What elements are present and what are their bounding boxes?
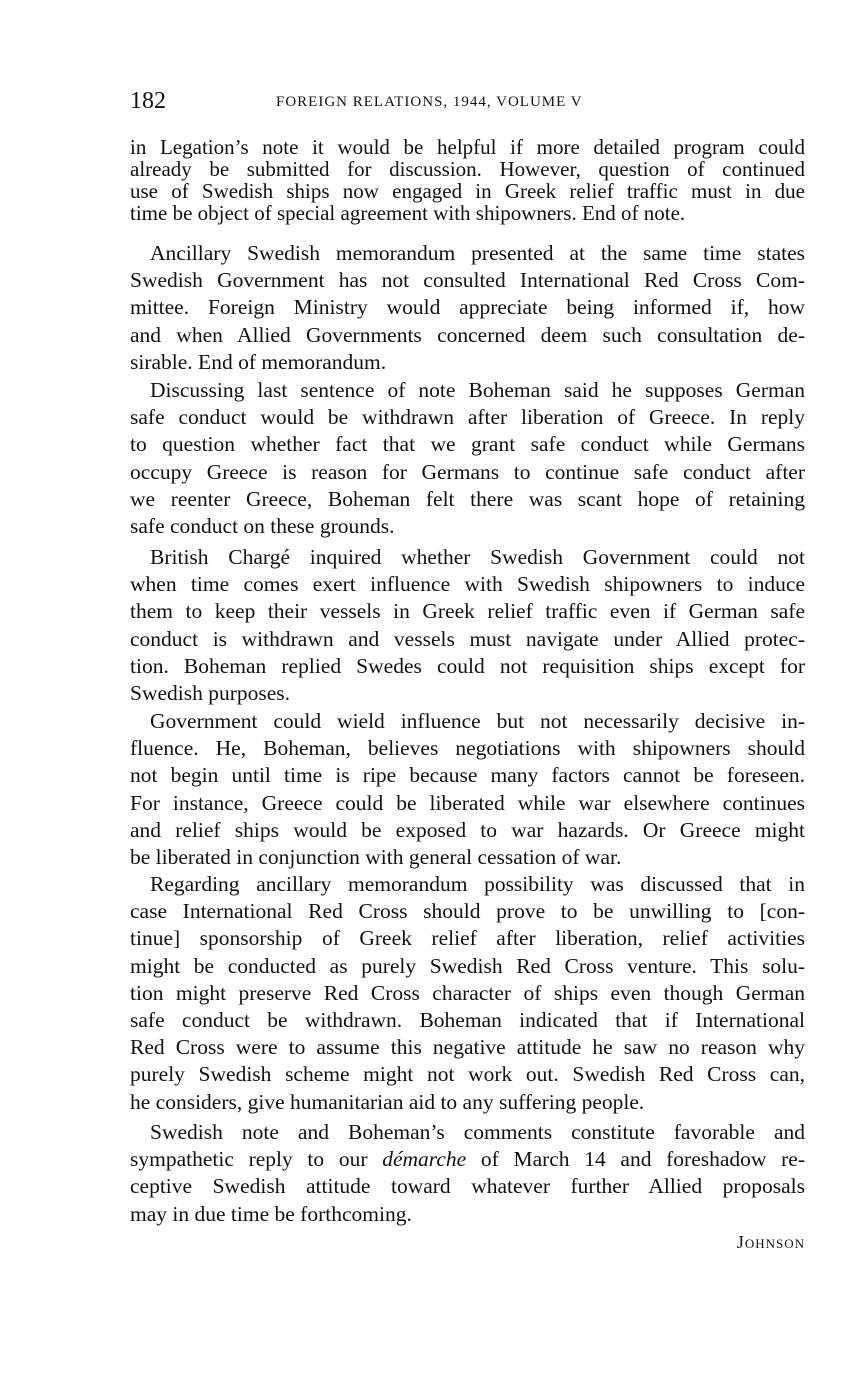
text-line: already be submitted for discussion. However, question of continued bbox=[130, 157, 805, 181]
text-line: conduct is withdrawn and vessels must navigate under Allied protec- bbox=[130, 626, 805, 651]
text-line: ceptive Swedish attitude toward whatever further Allied proposals bbox=[130, 1174, 805, 1199]
text-line: might be conducted as purely Swedish Red Cross venture. This solu- bbox=[130, 953, 805, 978]
text-line: in Legation’s note it would be helpful if more detailed program could bbox=[130, 135, 805, 159]
text-line: Swedish Government has not consulted International Red Cross Com- bbox=[130, 268, 805, 293]
paragraph bbox=[130, 240, 805, 376]
text-line: Discussing last sentence of note Boheman said he supposes German bbox=[150, 378, 805, 402]
paragraph-continuation bbox=[130, 136, 805, 224]
paragraph bbox=[130, 871, 805, 1116]
text-line: tion might preserve Red Cross character of ships even though German bbox=[130, 980, 805, 1005]
page-header bbox=[130, 88, 670, 118]
text-line: and when Allied Governments concerned deem such consultation de- bbox=[130, 322, 805, 347]
text-line: when time comes exert influence with Swedish shipowners to induce bbox=[130, 572, 805, 597]
text-line: Red Cross were to assume this negative attitude he saw no reason why bbox=[130, 1035, 805, 1060]
page-number: 182 bbox=[130, 88, 166, 114]
text-line: and relief ships would be exposed to war hazards. Or Greece might bbox=[130, 817, 805, 842]
text-line: them to keep their vessels in Greek relief traffic even if German safe bbox=[130, 599, 805, 624]
text-line: safe conduct would be withdrawn after liberation of Greece. In reply bbox=[130, 405, 805, 430]
text-line: case International Red Cross should prove to be unwilling to [con- bbox=[130, 899, 805, 924]
text-line: tinue] sponsorship of Greek relief after liberation, relief activities bbox=[130, 926, 805, 951]
text-line: purely Swedish scheme might not work out. Swedish Red Cross can, bbox=[130, 1062, 805, 1087]
text-line: mittee. Foreign Ministry would appreciate being informed if, how bbox=[130, 295, 805, 320]
text-line: may in due time be forthcoming. bbox=[130, 1201, 412, 1226]
text-line: Government could wield influence but not necessarily decisive in- bbox=[150, 709, 805, 733]
running-title: FOREIGN RELATIONS, 1944, VOLUME V bbox=[276, 94, 583, 110]
text-line: to question whether fact that we grant safe conduct while Germans bbox=[130, 432, 805, 457]
paragraph bbox=[130, 1119, 805, 1228]
text-line: we reenter Greece, Boheman felt there was scant hope of retaining bbox=[130, 486, 805, 511]
text-line: Swedish purposes. bbox=[130, 680, 291, 705]
text-line: fluence. He, Boheman, believes negotiations with shipowners should bbox=[130, 736, 805, 761]
text-line: British Chargé inquired whether Swedish Government could not bbox=[150, 545, 805, 569]
text-line: sirable. End of memorandum. bbox=[130, 349, 387, 374]
text-line: Regarding ancillary memorandum possibility was discussed that in bbox=[150, 872, 805, 896]
text-line: Ancillary Swedish memorandum presented at the same time states bbox=[150, 241, 805, 265]
text-line: Swedish note and Boheman’s comments constitute favorable and bbox=[150, 1120, 805, 1144]
text-line: safe conduct on these grounds. bbox=[130, 513, 395, 538]
text-line: not begin until time is ripe because many factors cannot be foreseen. bbox=[130, 763, 805, 788]
text-line: he considers, give humanitarian aid to any suffering people. bbox=[130, 1089, 645, 1114]
text-line: occupy Greece is reason for Germans to continue safe conduct after bbox=[130, 459, 805, 484]
paragraph bbox=[130, 708, 805, 871]
paragraph bbox=[130, 377, 805, 540]
text-line: tion. Boheman replied Swedes could not requisition ships except for bbox=[130, 653, 805, 678]
text-line: time be object of special agreement with shipowners. End of note. bbox=[130, 201, 686, 225]
text-line: safe conduct be withdrawn. Boheman indicated that if International bbox=[130, 1007, 805, 1032]
signature: Johnson bbox=[736, 1232, 805, 1252]
text-line: use of Swedish ships now engaged in Greek relief traffic must in due bbox=[130, 179, 805, 203]
text-line: sympathetic reply to our démarche of March 14 and foreshadow re- bbox=[130, 1147, 805, 1172]
paragraph bbox=[130, 544, 805, 707]
text-line: For instance, Greece could be liberated while war elsewhere continues bbox=[130, 790, 805, 815]
text-line: be liberated in conjunction with general cessation of war. bbox=[130, 844, 622, 869]
